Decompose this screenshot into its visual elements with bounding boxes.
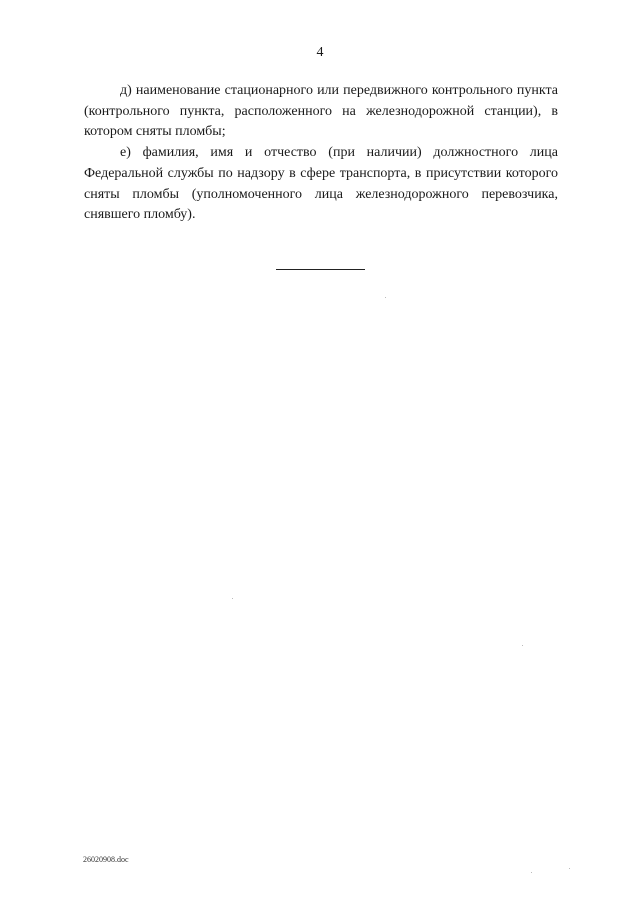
scan-speck [569,868,570,869]
end-separator-line [276,269,365,270]
scan-speck [522,645,523,646]
paragraph-d: д) наименование стационарного или передвижного контрольного пункта (контрольного пункта, расположенного на железнодорожной станции), в котором сняты пломбы; [84,83,558,140]
footer-file-code: 26020908.doc [83,855,129,864]
paragraph-e: е) фамилия, имя и отчество (при наличии) должностного лица Федеральной службы по надзору в сфере транспорта, в присутствии которого сняты пломбы (уполномоченного лица железнодорожного перевозчика, снявшего пломбу). [84,145,558,223]
scan-speck [385,297,386,298]
page-number: 4 [316,45,324,60]
scan-speck [531,872,532,873]
document-body [84,81,558,226]
scan-speck [232,598,233,599]
